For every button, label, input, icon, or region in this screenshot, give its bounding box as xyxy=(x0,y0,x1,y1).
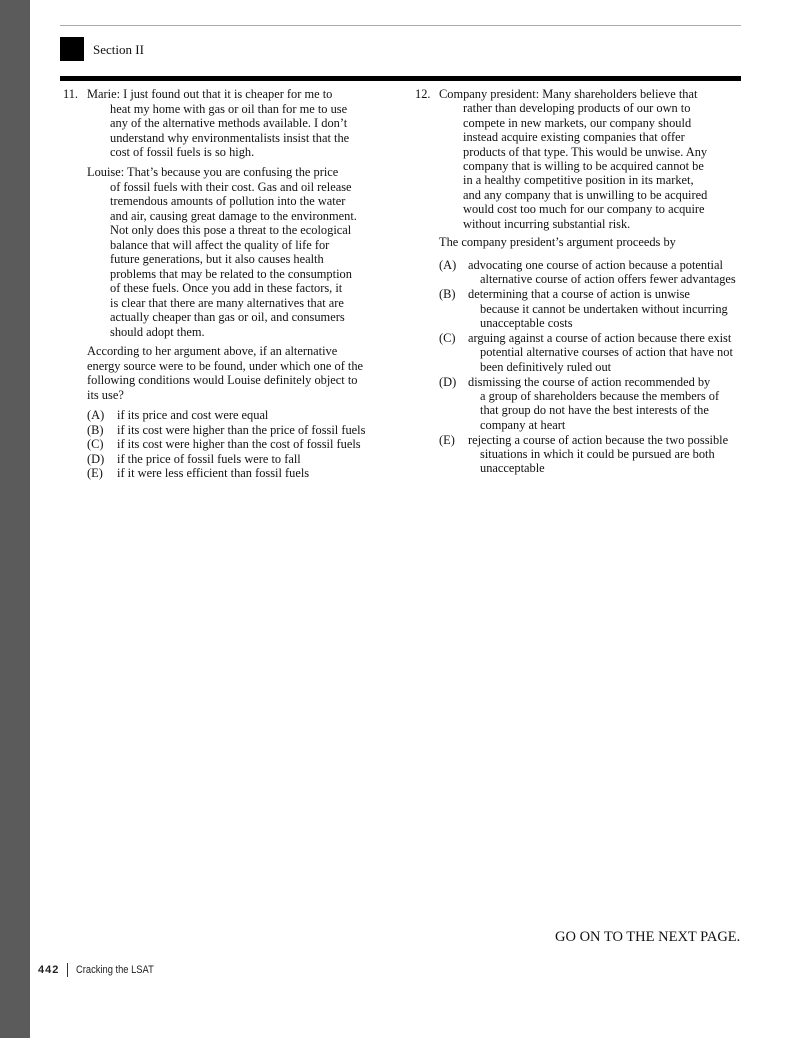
page-edge-bar xyxy=(0,0,30,1038)
passage-line: in a healthy competitive position in its market, xyxy=(463,173,694,188)
answer-choice-letter: (B) xyxy=(87,422,104,437)
page-number: 442 xyxy=(38,964,60,976)
answer-choice-text: determining that a course of action is unwise xyxy=(468,287,690,302)
section-marker xyxy=(60,37,84,61)
passage-line: tremendous amounts of pollution into the water xyxy=(110,194,346,208)
passage-line: future generations, but it also causes health xyxy=(110,252,324,266)
answer-choice-text: unacceptable costs xyxy=(480,316,573,330)
book-title: Cracking the LSAT xyxy=(76,964,155,976)
answer-choice-text: if its cost were higher than the price of fossil fuels xyxy=(117,422,366,437)
passage-line: instead acquire existing companies that offer xyxy=(463,130,685,145)
passage-line: Marie: I just found out that it is cheaper for me to xyxy=(87,87,333,101)
answer-choice-text: unacceptable xyxy=(480,461,545,476)
answer-choice-text: because it cannot be undertaken without incurring xyxy=(480,301,728,316)
answer-choice-text: company at heart xyxy=(480,417,566,432)
answer-choice-text: if its cost were higher than the cost of fossil fuels xyxy=(117,437,361,451)
section-title: Section II xyxy=(93,42,144,57)
answer-choice-text: dismissing the course of action recommended by xyxy=(468,374,711,389)
passage-line: of these fuels. Once you add in these factors, it xyxy=(110,281,343,295)
question-stem: following conditions would Louise definitely object to xyxy=(87,373,358,387)
answer-choice-letter: (E) xyxy=(439,432,455,447)
answer-choice-text: alternative course of action offers fewer advantages xyxy=(480,272,736,287)
go-on-notice: GO ON TO THE NEXT PAGE. xyxy=(555,929,741,945)
question-stem: According to her argument above, if an alternative xyxy=(87,344,338,358)
answer-choice-text: that group do not have the best interests of the xyxy=(480,403,709,418)
passage-line: balance that will affect the quality of life for xyxy=(110,237,330,252)
page-footer xyxy=(38,963,168,977)
passage-line: rather than developing products of our own to xyxy=(463,101,691,116)
passage-line: should adopt them. xyxy=(110,324,205,339)
passage-line: products of that type. This would be unwise. Any xyxy=(463,144,708,159)
answer-choice-text: if its price and cost were equal xyxy=(117,408,269,422)
passage-line: any of the alternative methods available. I don’t xyxy=(110,116,348,130)
answer-choice-text: rejecting a course of action because the two possible xyxy=(468,432,729,447)
passage-line: Company president: Many shareholders believe that xyxy=(439,87,698,101)
passage-line: cost of fossil fuels is so high. xyxy=(110,145,255,159)
footer-divider xyxy=(67,963,68,977)
answer-choice-text: situations in which it could be pursued are both xyxy=(480,446,715,461)
passage-line: compete in new markets, our company should xyxy=(463,115,692,130)
passage-line: problems that may be related to the consumption xyxy=(110,266,352,281)
question-stem: energy source were to be found, under which one of the xyxy=(87,358,364,373)
answer-choice-letter: (D) xyxy=(87,451,105,466)
passage-line: without incurring substantial risk. xyxy=(463,216,631,231)
answer-choice-letter: (E) xyxy=(87,466,103,480)
question-stem: its use? xyxy=(87,387,124,402)
answer-choice-letter: (C) xyxy=(439,330,456,345)
passage-line: and air, causing great damage to the environment. xyxy=(110,208,357,223)
answer-choice-letter: (C) xyxy=(87,437,104,451)
passage-line: and any company that is unwilling to be acquired xyxy=(463,187,708,202)
answer-choice-text: if it were less efficient than fossil fuels xyxy=(117,466,310,480)
passage-line: company that is willing to be acquired cannot be xyxy=(463,159,704,173)
passage-line: heat my home with gas or oil than for me to use xyxy=(110,101,348,116)
answer-choice-letter: (A) xyxy=(439,258,457,272)
answer-choice-text: been definitively ruled out xyxy=(480,359,612,374)
question-number: 12. xyxy=(415,87,431,101)
passage-line: Louise: That’s because you are confusing the price xyxy=(87,165,339,179)
header-rule xyxy=(60,76,741,81)
passage-line: would cost too much for our company to acquire xyxy=(463,202,705,217)
answer-choice-text: potential alternative courses of action that have not xyxy=(480,345,733,360)
passage-line: actually cheaper than gas or oil, and consumers xyxy=(110,310,345,324)
answer-choice-text: a group of shareholders because the members of xyxy=(480,388,720,403)
top-divider xyxy=(60,25,741,26)
answer-choice-letter: (B) xyxy=(439,287,456,302)
passage-line: Not only does this pose a threat to the ecological xyxy=(110,223,352,237)
answer-choice-letter: (A) xyxy=(87,408,105,422)
passage-line: of fossil fuels with their cost. Gas and oil release xyxy=(110,179,352,194)
answer-choice-text: arguing against a course of action because there exist xyxy=(468,330,732,345)
answer-choice-letter: (D) xyxy=(439,374,457,389)
question-stem: The company president’s argument proceeds by xyxy=(439,235,676,249)
passage-line: understand why environmentalists insist that the xyxy=(110,130,350,145)
answer-choice-text: if the price of fossil fuels were to fall xyxy=(117,451,301,466)
question-number: 11. xyxy=(63,87,79,101)
passage-line: is clear that there are many alternatives that are xyxy=(110,295,344,310)
answer-choice-text: advocating one course of action because a potential xyxy=(468,258,723,272)
